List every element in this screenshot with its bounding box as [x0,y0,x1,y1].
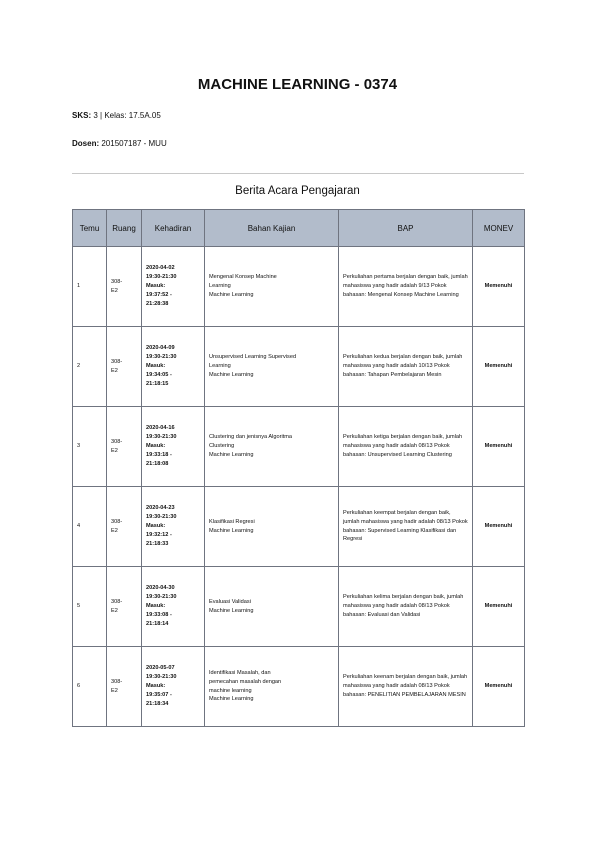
cell-temu: 4 [73,487,107,567]
col-header-kehadiran: Kehadiran [142,210,205,247]
sks-line [72,111,161,120]
cell-bahan-kajian: Unsupervised Learning Supervised Learning Machine Learning [205,327,339,407]
cell-temu: 1 [73,247,107,327]
cell-temu: 5 [73,567,107,647]
cell-bap: Perkuliahan keenam berjalan dengan baik, jumlah mahasiswa yang hadir adalah 08/13 Pokok bahasan: PENELITIAN PEMBELAJARAN MESIN [339,647,473,727]
cell-monev: Memenuhi [473,327,525,407]
cell-bahan-kajian: Klasifikasi Regresi Machine Learning [205,487,339,567]
cell-bahan-kajian: Evaluasi Validasi Machine Learning [205,567,339,647]
cell-monev: Memenuhi [473,647,525,727]
table-row [73,327,525,407]
cell-ruang: 308- E2 [107,487,142,567]
dosen-value: 201507187 - MUU [101,139,167,148]
cell-bap: Perkuliahan keempat berjalan dengan baik, jumlah mahasiswa yang hadir adalah 08/13 Pokok bahasan: Supervised Learning Klasifikasi dan Regresi [339,487,473,567]
col-header-bahan-kajian: Bahan Kajian [205,210,339,247]
table-row [73,567,525,647]
cell-monev: Memenuhi [473,247,525,327]
cell-kehadiran: 2020-04-16 19:30-21:30 Masuk: 19:33:18 - 21:18:08 [142,407,205,487]
cell-bap: Perkuliahan kelima berjalan dengan baik, jumlah mahasiswa yang hadir adalah 08/13 Pokok bahasan: Evaluasi dan Validasi [339,567,473,647]
table-row [73,487,525,567]
col-header-monev: MONEV [473,210,525,247]
section-title: Berita Acara Pengajaran [235,185,360,197]
cell-monev: Memenuhi [473,487,525,567]
bap-table [72,209,525,727]
sks-value: 3 | Kelas: 17.5A.05 [93,111,161,120]
dosen-label: Dosen: [72,139,100,148]
cell-bahan-kajian: Mengenal Konsep Machine Learning Machine Learning [205,247,339,327]
cell-bahan-kajian: Identifikasi Masalah, dan pemecahan masalah dengan machine learning Machine Learning [205,647,339,727]
cell-ruang: 308- E2 [107,327,142,407]
col-header-temu: Temu [73,210,107,247]
col-header-bap: BAP [339,210,473,247]
table-header-row [73,210,525,247]
table-row [73,407,525,487]
divider [72,173,524,174]
page-title: MACHINE LEARNING - 0374 [197,76,398,93]
table-row [73,247,525,327]
cell-bap: Perkuliahan pertama berjalan dengan baik, jumlah mahasiswa yang hadir adalah 9/13 Pokok bahasan: Mengenal Konsep Machine Learning [339,247,473,327]
cell-temu: 2 [73,327,107,407]
cell-monev: Memenuhi [473,407,525,487]
cell-ruang: 308- E2 [107,407,142,487]
cell-temu: 3 [73,407,107,487]
cell-ruang: 308- E2 [107,567,142,647]
cell-temu: 6 [73,647,107,727]
cell-kehadiran: 2020-04-09 19:30-21:30 Masuk: 19:34:05 - 21:18:15 [142,327,205,407]
cell-kehadiran: 2020-04-30 19:30-21:30 Masuk: 19:33:08 - 21:18:14 [142,567,205,647]
cell-kehadiran: 2020-04-23 19:30-21:30 Masuk: 19:32:12 - 21:18:33 [142,487,205,567]
sks-label: SKS: [72,111,92,120]
cell-bap: Perkuliahan ketiga berjalan dengan baik, jumlah mahasiswa yang hadir adalah 08/13 Pokok bahasan: Unsupervised Learning Clustering [339,407,473,487]
col-header-ruang: Ruang [107,210,142,247]
cell-bahan-kajian: Clustering dan jenisnya Algoritma Clustering Machine Learning [205,407,339,487]
cell-ruang: 308- E2 [107,647,142,727]
cell-bap: Perkuliahan kedua berjalan dengan baik, jumlah mahasiswa yang hadir adalah 10/13 Pokok bahasan: Tahapan Pembelajaran Mesin [339,327,473,407]
table-row [73,647,525,727]
cell-ruang: 308- E2 [107,247,142,327]
dosen-line [72,139,167,148]
cell-kehadiran: 2020-05-07 19:30-21:30 Masuk: 19:35:07 - 21:18:34 [142,647,205,727]
cell-kehadiran: 2020-04-02 19:30-21:30 Masuk: 19:37:52 - 21:28:38 [142,247,205,327]
cell-monev: Memenuhi [473,567,525,647]
